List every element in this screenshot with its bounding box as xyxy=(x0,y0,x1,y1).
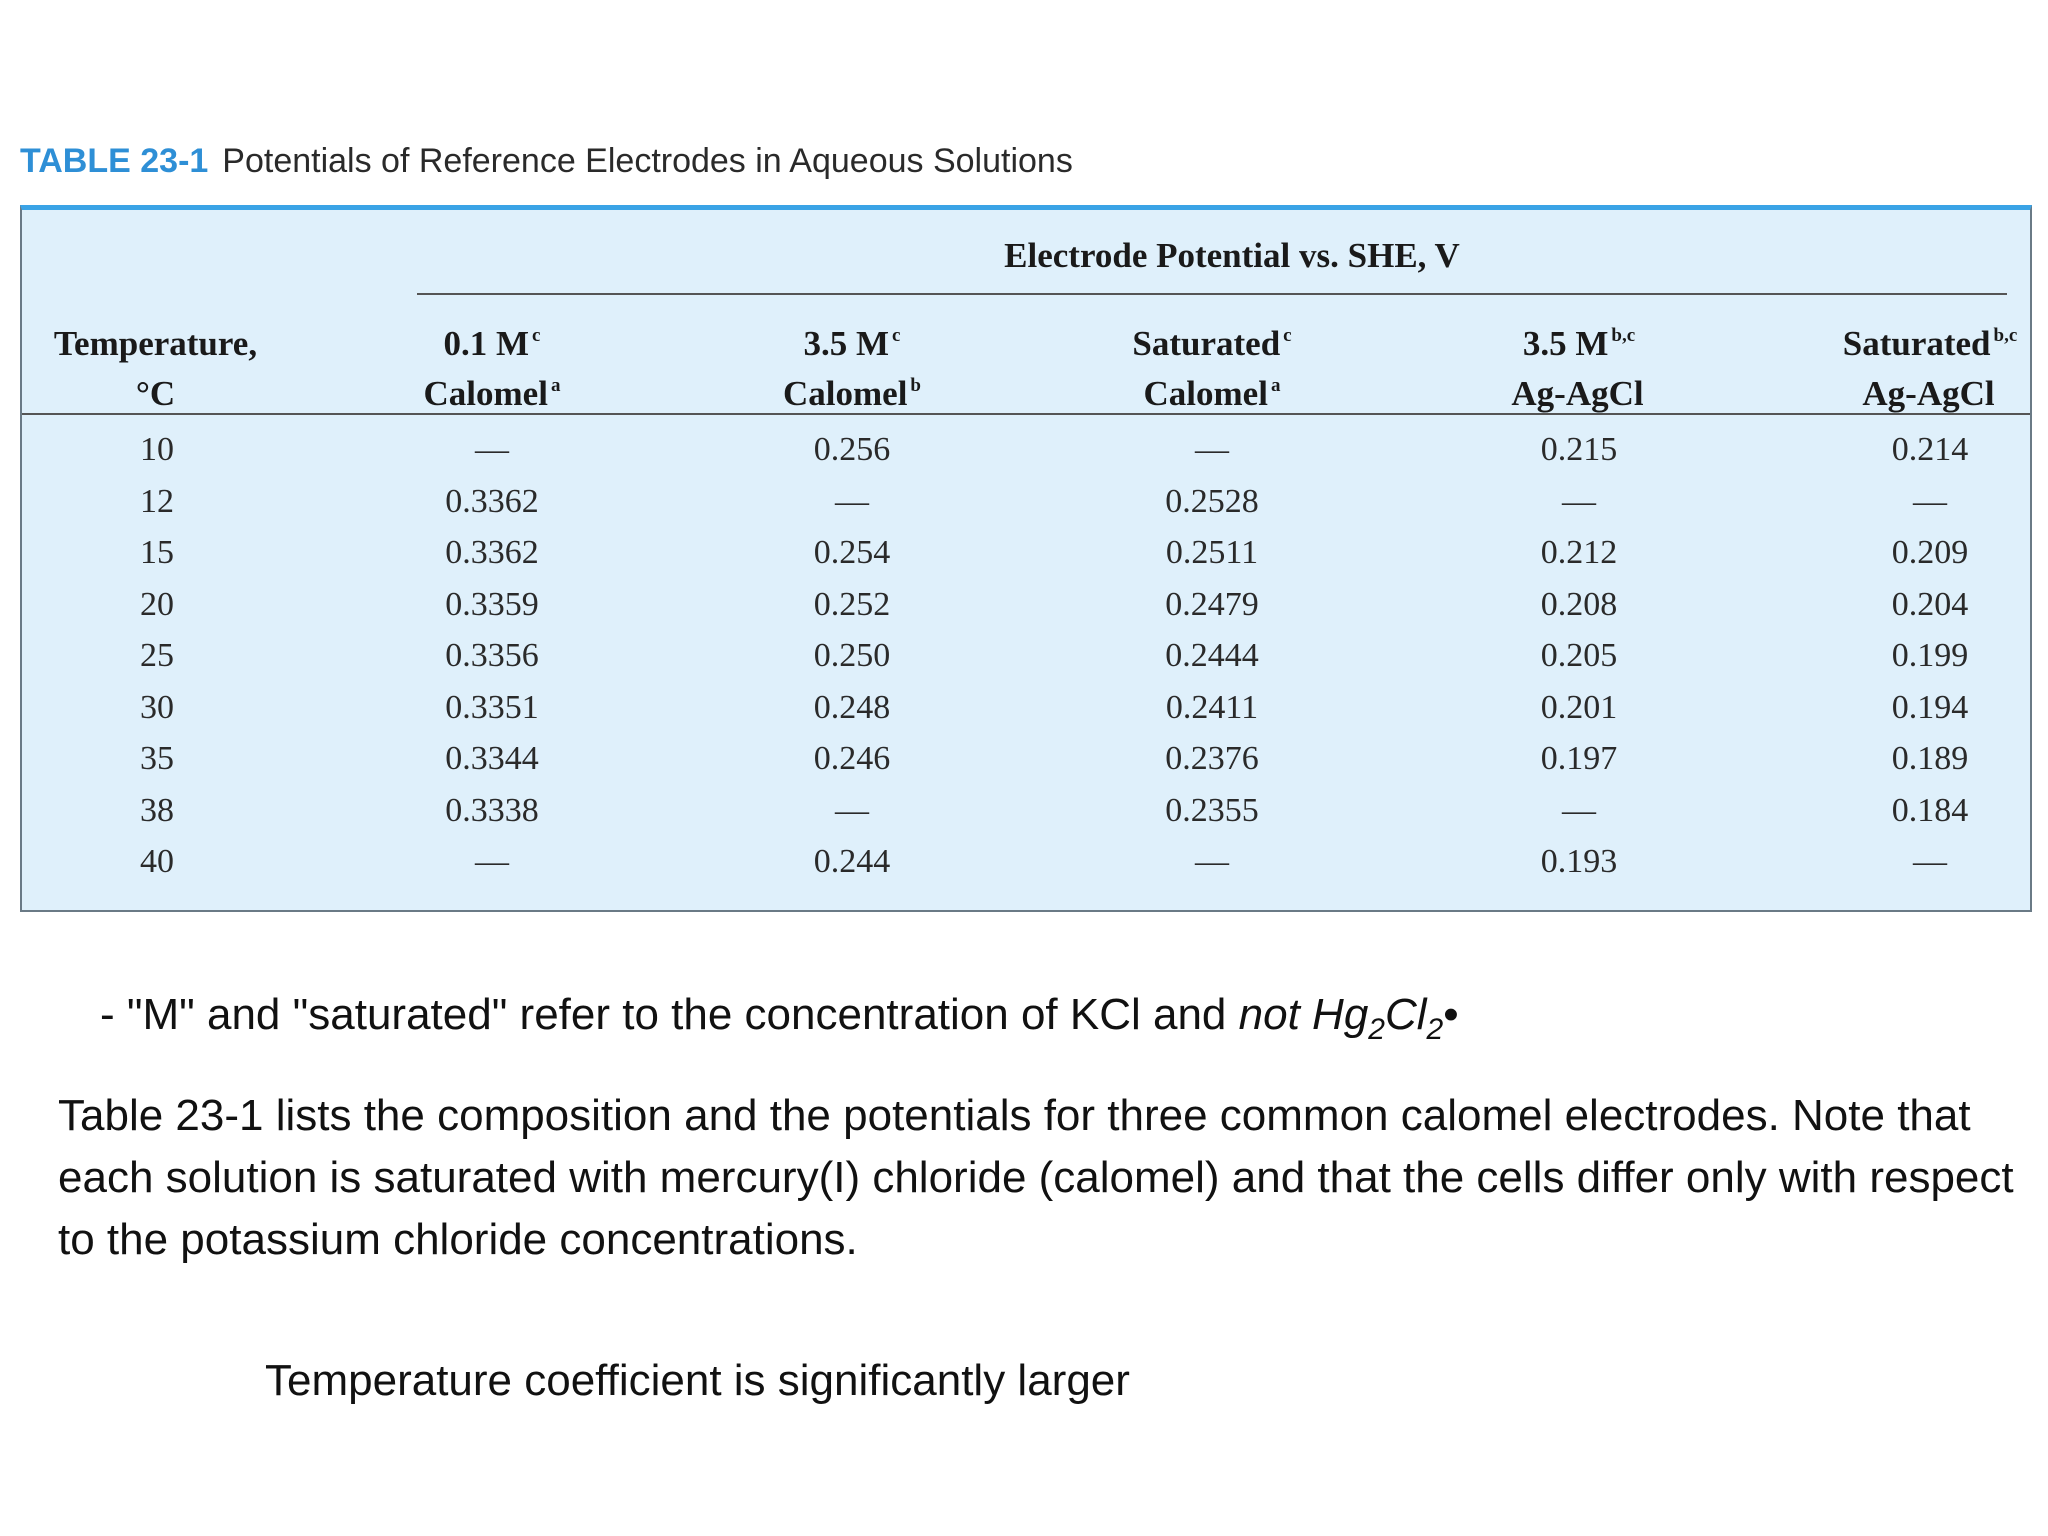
potential-cell: 0.250 xyxy=(813,637,891,674)
note-text: - "M" and "saturated" refer to the concentration of KCl and xyxy=(100,990,1239,1039)
potential-cell: 0.204 xyxy=(1891,585,1969,623)
note-italic xyxy=(1238,990,1444,1046)
temperature-cell: 30 xyxy=(140,688,174,726)
column-header-4 xyxy=(1429,315,1729,415)
potential-cell: 0.193 xyxy=(1540,843,1618,880)
potential-cell: 0.214 xyxy=(1891,431,1969,468)
potential-cell: 0.254 xyxy=(813,534,891,571)
potential-cell: 0.209 xyxy=(1891,534,1969,571)
table-title: Potentials of Reference Electrodes in Aqueous Solutions xyxy=(222,142,1073,180)
potential-cell: 0.248 xyxy=(813,688,891,726)
potential-cell: 0.2511 xyxy=(1165,534,1259,571)
temperature-cell: 38 xyxy=(140,791,174,829)
potential-cell: — xyxy=(1913,843,1947,880)
header-line-2: Calomel xyxy=(423,374,548,413)
header-superscript-2: a xyxy=(550,375,561,396)
formula-sub-1: 2 xyxy=(1368,1012,1385,1046)
header-line-1: 0.1 M xyxy=(443,324,530,363)
potential-cell: 0.256 xyxy=(813,431,891,468)
header-superscript-1: c xyxy=(532,325,541,346)
potential-cell: 0.215 xyxy=(1540,431,1618,468)
header-line-2: Calomel xyxy=(783,374,908,413)
header-superscript-2: b xyxy=(910,375,921,396)
header-superscript-1: c xyxy=(892,325,901,346)
header-line-1: 3.5 M xyxy=(803,324,890,363)
table-caption xyxy=(20,142,1073,181)
header-line-1: Saturated xyxy=(1132,324,1281,363)
header-line-1: 3.5 M xyxy=(1522,324,1609,363)
potential-cell: 0.201 xyxy=(1540,688,1618,726)
potential-cell: 0.3359 xyxy=(445,585,539,623)
temperature-remark: Temperature coefficient is significantly larger xyxy=(265,1356,1130,1405)
potential-cell: 0.3338 xyxy=(445,791,539,829)
potential-cell: 0.197 xyxy=(1540,740,1618,777)
potential-cell: 0.194 xyxy=(1891,688,1969,726)
header-superscript-1: b,c xyxy=(1611,325,1636,346)
table-number: TABLE 23-1 xyxy=(20,142,209,180)
temperature-cell: 25 xyxy=(140,637,174,674)
column-header-5 xyxy=(1780,315,2048,415)
potential-cell: 0.199 xyxy=(1891,637,1969,674)
potential-cell: 0.2479 xyxy=(1165,585,1259,623)
temperature-cell: 20 xyxy=(140,585,174,623)
temperature-cell: 10 xyxy=(140,431,174,468)
note-not: not xyxy=(1238,990,1300,1039)
potential-cell: — xyxy=(1195,431,1229,468)
potential-cell: — xyxy=(1913,482,1947,520)
potential-cell: 0.3344 xyxy=(445,740,539,777)
explanation-paragraph: Table 23-1 lists the composition and the potentials for three common calomel electrodes. Note that each solution is saturated with mercury(I) chloride (calomel) and that the cells differ only with respect to the potassium chloride concentrations. xyxy=(58,1091,2014,1264)
header-line-2: °C xyxy=(135,374,176,413)
potential-cell: 0.2355 xyxy=(1165,791,1259,829)
potential-cell: — xyxy=(1195,843,1229,880)
potential-cell: 0.208 xyxy=(1540,585,1618,623)
potential-cell: 0.205 xyxy=(1540,637,1618,674)
potential-cell: — xyxy=(1562,791,1596,829)
header-line-1: Temperature, xyxy=(53,324,258,363)
potential-cell: 0.3362 xyxy=(445,534,539,571)
column-header-2 xyxy=(702,315,1002,415)
concentration-note xyxy=(100,990,1459,1047)
potential-cell: — xyxy=(835,482,869,520)
temperature-cell: 15 xyxy=(140,534,174,571)
header-superscript-2: a xyxy=(1270,375,1281,396)
temperature-cell: 40 xyxy=(140,843,174,880)
potential-cell: 0.184 xyxy=(1891,791,1969,829)
potential-cell: 0.244 xyxy=(813,843,891,880)
potential-cell: 0.2444 xyxy=(1165,637,1259,674)
header-superscript-1: b,c xyxy=(1993,325,2018,346)
header-superscript-1: c xyxy=(1283,325,1292,346)
potential-cell: — xyxy=(1562,482,1596,520)
column-header-1 xyxy=(342,315,642,415)
temperature-cell: 12 xyxy=(140,482,174,520)
header-line-1: Saturated xyxy=(1842,324,1991,363)
reference-electrode-table xyxy=(20,205,2032,912)
potential-cell: 0.246 xyxy=(813,740,891,777)
potential-cell: 0.212 xyxy=(1540,534,1618,571)
column-header-0 xyxy=(7,315,307,415)
formula-cl: Cl xyxy=(1384,990,1427,1039)
potential-cell: 0.2376 xyxy=(1165,740,1259,777)
potential-cell: 0.3362 xyxy=(445,482,539,520)
header-line-2: Ag-AgCl xyxy=(1862,374,1995,413)
potential-cell: 0.3351 xyxy=(445,688,539,726)
temperature-cell: 35 xyxy=(140,740,174,777)
potential-cell: 0.252 xyxy=(813,585,891,623)
bullet-mark: • xyxy=(1443,990,1459,1039)
potential-cell: 0.189 xyxy=(1891,740,1969,777)
potential-cell: — xyxy=(475,843,509,880)
potential-cell: 0.2411 xyxy=(1165,688,1259,726)
formula-sub-2: 2 xyxy=(1426,1012,1444,1046)
potential-cell: — xyxy=(835,791,869,829)
potential-cell: — xyxy=(475,431,509,468)
potential-cell: 0.3356 xyxy=(445,637,539,674)
formula-hg: Hg xyxy=(1312,990,1369,1039)
header-line-2: Ag-AgCl xyxy=(1511,374,1644,413)
header-line-2: Calomel xyxy=(1143,374,1268,413)
group-header-rule xyxy=(417,293,2007,295)
column-header-3 xyxy=(1062,315,1362,415)
group-header: Electrode Potential vs. SHE, V xyxy=(1004,236,1460,275)
potential-cell: 0.2528 xyxy=(1165,482,1259,520)
